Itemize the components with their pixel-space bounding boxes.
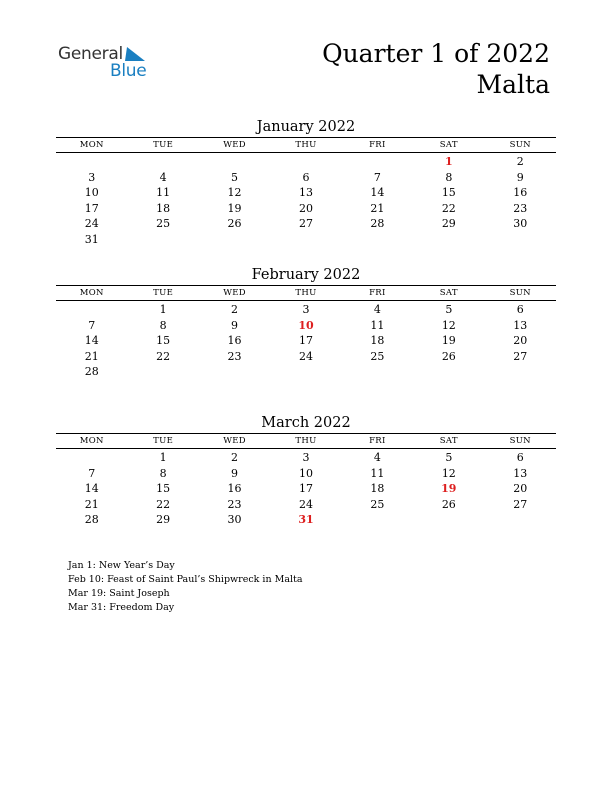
- logo-text-blue: Blue: [110, 61, 147, 81]
- day-cell: 2: [516, 155, 524, 168]
- empty-day-cell: [56, 154, 127, 170]
- day-cell: 18: [370, 482, 385, 496]
- day-cell: 17: [298, 334, 313, 348]
- day-cell: 25: [370, 497, 385, 511]
- day-cell: 26: [227, 217, 242, 231]
- weekday-label: THU: [295, 436, 317, 446]
- day-cell: 19: [441, 334, 456, 348]
- weekday-label: TUE: [153, 140, 174, 150]
- empty-day-cell: [56, 302, 127, 318]
- day-cell: 12: [441, 466, 456, 480]
- day-cell: 15: [156, 334, 171, 348]
- holiday-note: Feb 10: Feast of Saint Paul’s Shipwreck in Malta: [68, 574, 303, 585]
- month-title: January 2022: [256, 119, 356, 135]
- day-cell: 26: [441, 349, 456, 363]
- day-cell: 16: [227, 334, 242, 348]
- day-cell: 2: [231, 451, 239, 464]
- day-cell: 3: [302, 303, 310, 316]
- weekday-label: TUE: [153, 436, 174, 446]
- holiday-note: Mar 31: Freedom Day: [68, 602, 175, 613]
- day-cell: 27: [298, 217, 313, 231]
- weekday-label: WED: [223, 140, 246, 150]
- day-cell: 28: [84, 513, 99, 527]
- holiday-day-cell: 1: [444, 155, 453, 168]
- day-cell: 18: [156, 201, 171, 215]
- empty-day-cell: [199, 154, 270, 170]
- page-title: [322, 38, 550, 100]
- day-cell: 6: [302, 170, 310, 184]
- day-cell: 17: [298, 482, 313, 496]
- day-cell: 9: [231, 318, 239, 332]
- day-cell: 11: [370, 466, 385, 480]
- weekday-label: SUN: [509, 436, 531, 446]
- day-cell: 13: [298, 186, 313, 200]
- holiday-note: Jan 1: New Year’s Day: [68, 560, 175, 571]
- day-cell: 23: [227, 349, 242, 363]
- holiday-day-cell: 19: [441, 482, 457, 496]
- day-cell: 16: [513, 186, 528, 200]
- day-cell: 20: [513, 334, 528, 348]
- day-cell: 11: [156, 186, 171, 200]
- holiday-day-cell: 31: [298, 513, 314, 527]
- day-cell: 30: [513, 217, 528, 231]
- day-cell: 12: [441, 318, 456, 332]
- day-cell: 3: [88, 170, 96, 184]
- day-cell: 18: [370, 334, 385, 348]
- weekday-label: FRI: [369, 288, 386, 298]
- day-cell: 29: [441, 217, 456, 231]
- day-cell: 14: [370, 186, 385, 200]
- month-title: February 2022: [251, 267, 361, 283]
- empty-day-cell: [270, 154, 341, 170]
- weekday-label: SAT: [439, 140, 458, 150]
- brand-logo: [58, 44, 158, 84]
- day-cell: 26: [441, 497, 456, 511]
- day-cell: 2: [231, 303, 239, 316]
- weekday-label: MON: [79, 288, 104, 298]
- day-cell: 25: [156, 217, 171, 231]
- day-cell: 20: [513, 482, 528, 496]
- day-grid: [56, 154, 556, 248]
- day-cell: 5: [445, 451, 453, 464]
- day-cell: 12: [227, 186, 242, 200]
- title-quarter: Quarter 1 of 2022: [322, 39, 550, 68]
- weekday-header: [56, 433, 556, 449]
- day-cell: 4: [159, 170, 167, 184]
- logo-text-general: General: [58, 44, 123, 64]
- day-cell: 9: [231, 466, 239, 480]
- weekday-label: SAT: [439, 288, 458, 298]
- weekday-label: SAT: [439, 436, 458, 446]
- day-cell: 24: [84, 217, 99, 231]
- day-cell: 13: [513, 466, 528, 480]
- empty-day-cell: [127, 154, 198, 170]
- day-cell: 6: [516, 303, 524, 316]
- day-cell: 1: [159, 451, 167, 464]
- day-cell: 6: [516, 451, 524, 464]
- day-cell: 16: [227, 482, 242, 496]
- day-cell: 15: [441, 186, 456, 200]
- holiday-note: Mar 19: Saint Joseph: [68, 588, 170, 599]
- day-cell: 10: [84, 186, 99, 200]
- month-calendar-march: [56, 413, 556, 528]
- weekday-label: MON: [79, 140, 104, 150]
- day-cell: 21: [84, 349, 99, 363]
- day-cell: 22: [441, 201, 456, 215]
- day-cell: 8: [445, 170, 453, 184]
- day-cell: 23: [513, 201, 528, 215]
- weekday-label: SUN: [509, 140, 531, 150]
- day-cell: 5: [231, 170, 239, 184]
- holiday-notes: [68, 559, 303, 615]
- weekday-label: FRI: [369, 140, 386, 150]
- day-cell: 1: [159, 303, 167, 316]
- day-cell: 29: [156, 513, 171, 527]
- weekday-label: THU: [295, 288, 317, 298]
- weekday-header: [56, 137, 556, 153]
- day-cell: 8: [159, 466, 167, 480]
- holiday-day-cell: 10: [298, 318, 314, 332]
- day-cell: 23: [227, 497, 242, 511]
- day-cell: 13: [513, 318, 528, 332]
- day-cell: 30: [227, 513, 242, 527]
- day-cell: 14: [84, 334, 99, 348]
- day-cell: 4: [373, 451, 381, 464]
- day-cell: 10: [298, 466, 313, 480]
- day-cell: 27: [513, 497, 528, 511]
- day-grid: [56, 302, 556, 380]
- day-cell: 4: [373, 303, 381, 316]
- logo-triangle-icon: [125, 46, 147, 62]
- day-cell: 7: [88, 318, 96, 332]
- day-cell: 17: [84, 201, 99, 215]
- day-cell: 14: [84, 482, 99, 496]
- weekday-label: SUN: [509, 288, 531, 298]
- empty-day-cell: [56, 450, 127, 466]
- day-grid: [56, 450, 556, 528]
- empty-day-cell: [342, 154, 413, 170]
- day-cell: 11: [370, 318, 385, 332]
- day-cell: 21: [370, 201, 385, 215]
- weekday-label: WED: [223, 288, 246, 298]
- day-cell: 28: [370, 217, 385, 231]
- day-cell: 3: [302, 451, 310, 464]
- weekday-label: WED: [223, 436, 246, 446]
- day-cell: 7: [88, 466, 96, 480]
- weekday-label: THU: [295, 140, 317, 150]
- day-cell: 21: [84, 497, 99, 511]
- day-cell: 22: [156, 497, 171, 511]
- day-cell: 25: [370, 349, 385, 363]
- month-calendar-february: [56, 265, 556, 380]
- month-calendar-january: [56, 117, 556, 248]
- weekday-label: MON: [79, 436, 104, 446]
- title-country: Malta: [476, 70, 550, 99]
- weekday-label: FRI: [369, 436, 386, 446]
- day-cell: 5: [445, 303, 453, 316]
- day-cell: 22: [156, 349, 171, 363]
- weekday-label: TUE: [153, 288, 174, 298]
- day-cell: 24: [298, 497, 313, 511]
- day-cell: 31: [84, 232, 99, 246]
- month-title: March 2022: [261, 415, 351, 431]
- day-cell: 19: [227, 201, 242, 215]
- day-cell: 7: [373, 170, 381, 184]
- day-cell: 24: [298, 349, 313, 363]
- day-cell: 28: [84, 365, 99, 379]
- day-cell: 27: [513, 349, 528, 363]
- weekday-header: [56, 285, 556, 301]
- day-cell: 8: [159, 318, 167, 332]
- day-cell: 9: [516, 170, 524, 184]
- day-cell: 15: [156, 482, 171, 496]
- day-cell: 20: [298, 201, 313, 215]
